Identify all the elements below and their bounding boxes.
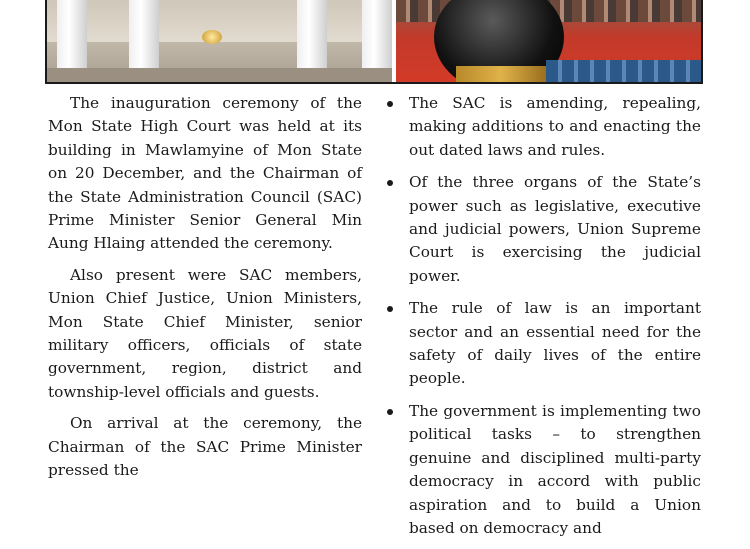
list-item <box>387 171 701 288</box>
list-item-text: The government is implementing two political tasks – to strengthen genuine and disciplined multi-party democracy in accord with public aspiration and to build a Union based on democracy and <box>409 401 701 537</box>
list-item <box>387 92 701 162</box>
list-item-text: The SAC is amending, repealing, making additions to and enacting the out dated laws and rules. <box>409 94 701 159</box>
paragraph: The inauguration ceremony of the Mon State High Court was held at its building in Mawlamyine of Mon State on 20 December, and the Chairman of the State Administration Council (SAC) Prime Minister Senior General Min Aung Hlaing attended the ceremony. <box>48 94 362 253</box>
photo-stand <box>456 66 546 82</box>
photo-strip <box>45 0 703 84</box>
list-item <box>387 297 701 391</box>
bullet-icon <box>387 180 393 186</box>
bullet-list <box>387 92 701 540</box>
photo-carpet <box>546 60 701 82</box>
photo-ceremony-stage <box>396 0 701 82</box>
chandelier-icon <box>202 30 222 44</box>
bullet-icon <box>387 101 393 107</box>
paragraph: Also present were SAC members, Union Chief Justice, Union Ministers, Mon State Chief Minister, senior military officers, officials of state government, region, district and township-level officials and guests. <box>48 265 362 401</box>
list-item-text: Of the three organs of the State’s power such as legislative, executive and judicial powers, Union Supreme Court is exercising the judicial power. <box>409 173 701 285</box>
photo-floor <box>47 68 392 82</box>
list-item <box>387 400 701 540</box>
bullet-icon <box>387 306 393 312</box>
article-left-column <box>48 92 362 491</box>
list-item-text: The rule of law is an important sector and an essential need for the safety of daily lives of the entire people. <box>409 299 701 388</box>
bullet-icon <box>387 409 393 415</box>
paragraph: On arrival at the ceremony, the Chairman of the SAC Prime Minister pressed the <box>48 414 362 480</box>
article-right-column <box>387 92 701 549</box>
photo-hall-columns <box>47 0 392 82</box>
